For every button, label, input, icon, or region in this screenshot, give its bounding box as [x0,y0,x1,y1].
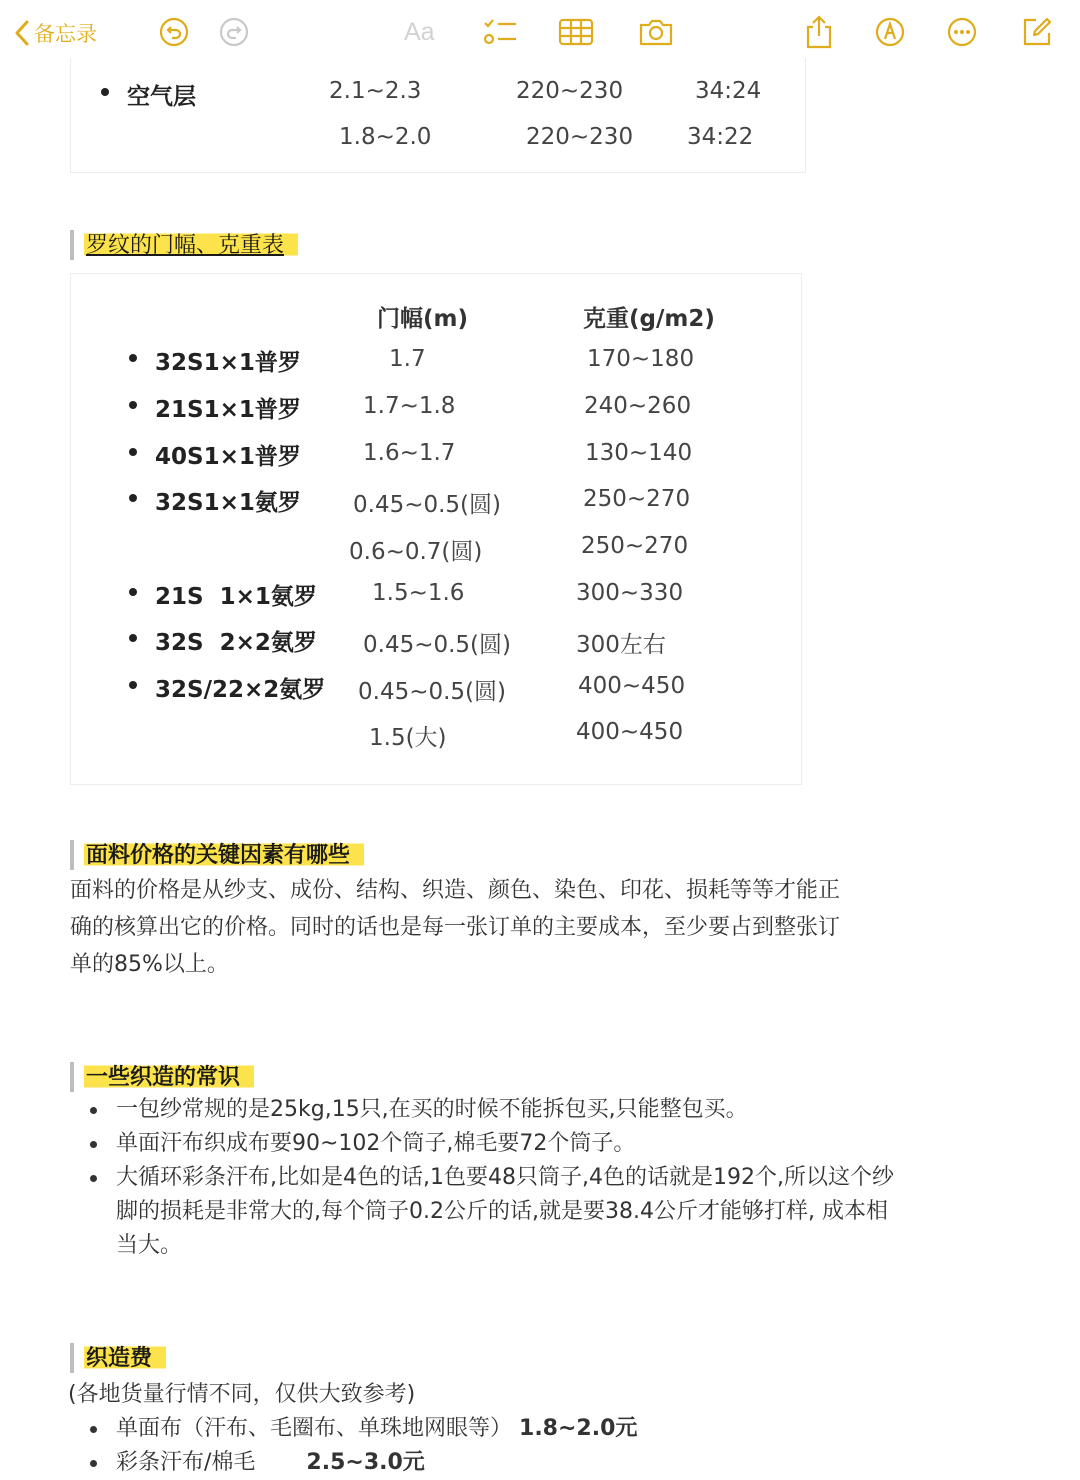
weaving-fee-heading [70,1341,270,1375]
cell-weight: 300~330 [576,580,684,606]
rib-table [70,273,802,785]
heading-bar [70,230,74,260]
price-factors-paragraph [70,872,970,983]
notes-toolbar [0,0,1080,66]
heading-text: 罗纹的门幅、克重表 [84,228,298,259]
heading-bar [70,1062,74,1092]
row-name: 32S1×1氨罗 [155,490,301,516]
list-item-line: 脚的损耗是非常大的,每个筒子0.2公斤的话,就是要38.4公斤才能够打样, 成本相 [116,1199,888,1224]
bullet [90,1107,97,1114]
bullet [129,401,137,409]
share-icon [804,14,834,50]
cell-weight: 300左右 [576,632,666,658]
markup-button[interactable] [874,16,906,48]
rib-table-heading [70,228,470,262]
redo-icon [218,16,250,48]
bullet [129,448,137,456]
checklist-icon [482,16,518,48]
list-item-line: 大循环彩条汗布,比如是4色的话,1色要48只筒子,4色的话就是192个,所以这个纱 [116,1165,894,1190]
fee-price: 1.8~2.0元 [519,1416,638,1441]
heading-text: 一些织造的常识 [84,1060,254,1091]
bullet [129,588,137,596]
list-item-text [116,1161,1006,1263]
ellipsis-icon [946,16,978,48]
row-name: 32S1×1普罗 [155,350,301,376]
row-name: 32S/22×2氨罗 [155,677,326,703]
bullet [101,88,109,96]
markup-pen-icon [874,16,906,48]
bullet [90,1175,97,1182]
row-name: 32S 2×2氨罗 [155,630,317,656]
bullet [90,1460,97,1467]
compose-icon [1020,15,1054,49]
header-width: 门幅(m) [377,306,468,332]
cell-width: 0.6~0.7(圆) [349,539,483,565]
chevron-left-icon [14,20,30,46]
heading-text: 织造费 [84,1341,166,1372]
cell-ratio: 34:22 [687,124,754,150]
list-item-text [116,1446,1006,1480]
cell-width: 0.45~0.5(圆) [353,492,502,518]
list-item-text: 一包纱常规的是25kg,15只,在买的时候不能拆包买,只能整包买。 [116,1097,748,1122]
cell-width: 0.45~0.5(圆) [358,679,507,705]
fee-label: 彩条汗布/棉毛 [116,1450,256,1475]
heading-bar [70,840,74,870]
air-layer-table [70,58,806,173]
header-weight: 克重(g/m2) [583,306,715,332]
row-name: 21S 1×1氨罗 [155,584,317,610]
camera-icon [638,16,674,48]
compose-button[interactable] [1020,15,1054,49]
share-button[interactable] [804,14,834,50]
list-item-line: 当大。 [116,1233,183,1258]
table-icon [558,16,594,48]
cell-weight: 400~450 [576,719,684,745]
fee-price: 2.5~3.0元 [306,1450,425,1475]
cell-weight: 170~180 [587,346,695,372]
back-label: 备忘录 [34,22,97,46]
heading-bar [70,1343,74,1373]
bullet [129,354,137,362]
bullet [90,1141,97,1148]
cell-ratio: 34:24 [695,78,762,104]
cell-weight: 250~270 [581,533,689,559]
cell-width: 1.7~1.8 [363,393,456,419]
fee-note: (各地货量行情不同，仅供大致参考) [68,1382,416,1407]
list-item-text: 单面汗布织成布要90~102个筒子,棉毛要72个筒子。 [116,1131,636,1156]
redo-button[interactable] [218,16,250,48]
cell-weight: 250~270 [583,486,691,512]
undo-button[interactable] [158,16,190,48]
cell-width: 1.8~2.0 [339,124,432,150]
heading-text: 面料价格的关键因素有哪些 [84,838,364,869]
cell-width: 0.45~0.5(圆) [363,632,512,658]
weaving-knowledge-heading [70,1060,370,1094]
table-button[interactable] [558,16,594,48]
bullet [90,1426,97,1433]
cell-weight: 220~230 [516,78,624,104]
bullet [129,634,137,642]
fee-label: 单面布（汗布、毛圈布、单珠地网眼等） [116,1416,513,1441]
back-button[interactable] [14,16,97,50]
row-name: 40S1×1普罗 [155,444,301,470]
cell-width: 1.5~1.6 [372,580,465,606]
cell-weight: 400~450 [578,673,686,699]
cell-weight: 130~140 [585,440,693,466]
cell-weight: 220~230 [526,124,634,150]
checklist-button[interactable] [482,16,518,48]
format-button[interactable]: Aa [404,18,435,46]
bullet [129,681,137,689]
row-name: 空气层 [127,84,196,110]
paragraph-line: 确的核算出它的价格。同时的话也是每一张订单的主要成本，至少要占到整张订 [70,915,841,940]
bullet [129,494,137,502]
cell-weight: 240~260 [584,393,692,419]
cell-width: 2.1~2.3 [329,78,422,104]
cell-width: 1.7 [389,346,426,372]
more-button[interactable] [946,16,978,48]
row-name: 21S1×1普罗 [155,397,301,423]
cell-width: 1.6~1.7 [363,440,456,466]
paragraph-line: 面料的价格是从纱支、成份、结构、织造、颜色、染色、印花、损耗等等才能正 [70,878,841,903]
undo-icon [158,16,190,48]
price-factors-heading [70,838,490,872]
cell-width: 1.5(大) [369,725,447,751]
paragraph-line: 单的85%以上。 [70,952,229,977]
list-item-text [116,1412,1006,1446]
camera-button[interactable] [638,16,674,48]
